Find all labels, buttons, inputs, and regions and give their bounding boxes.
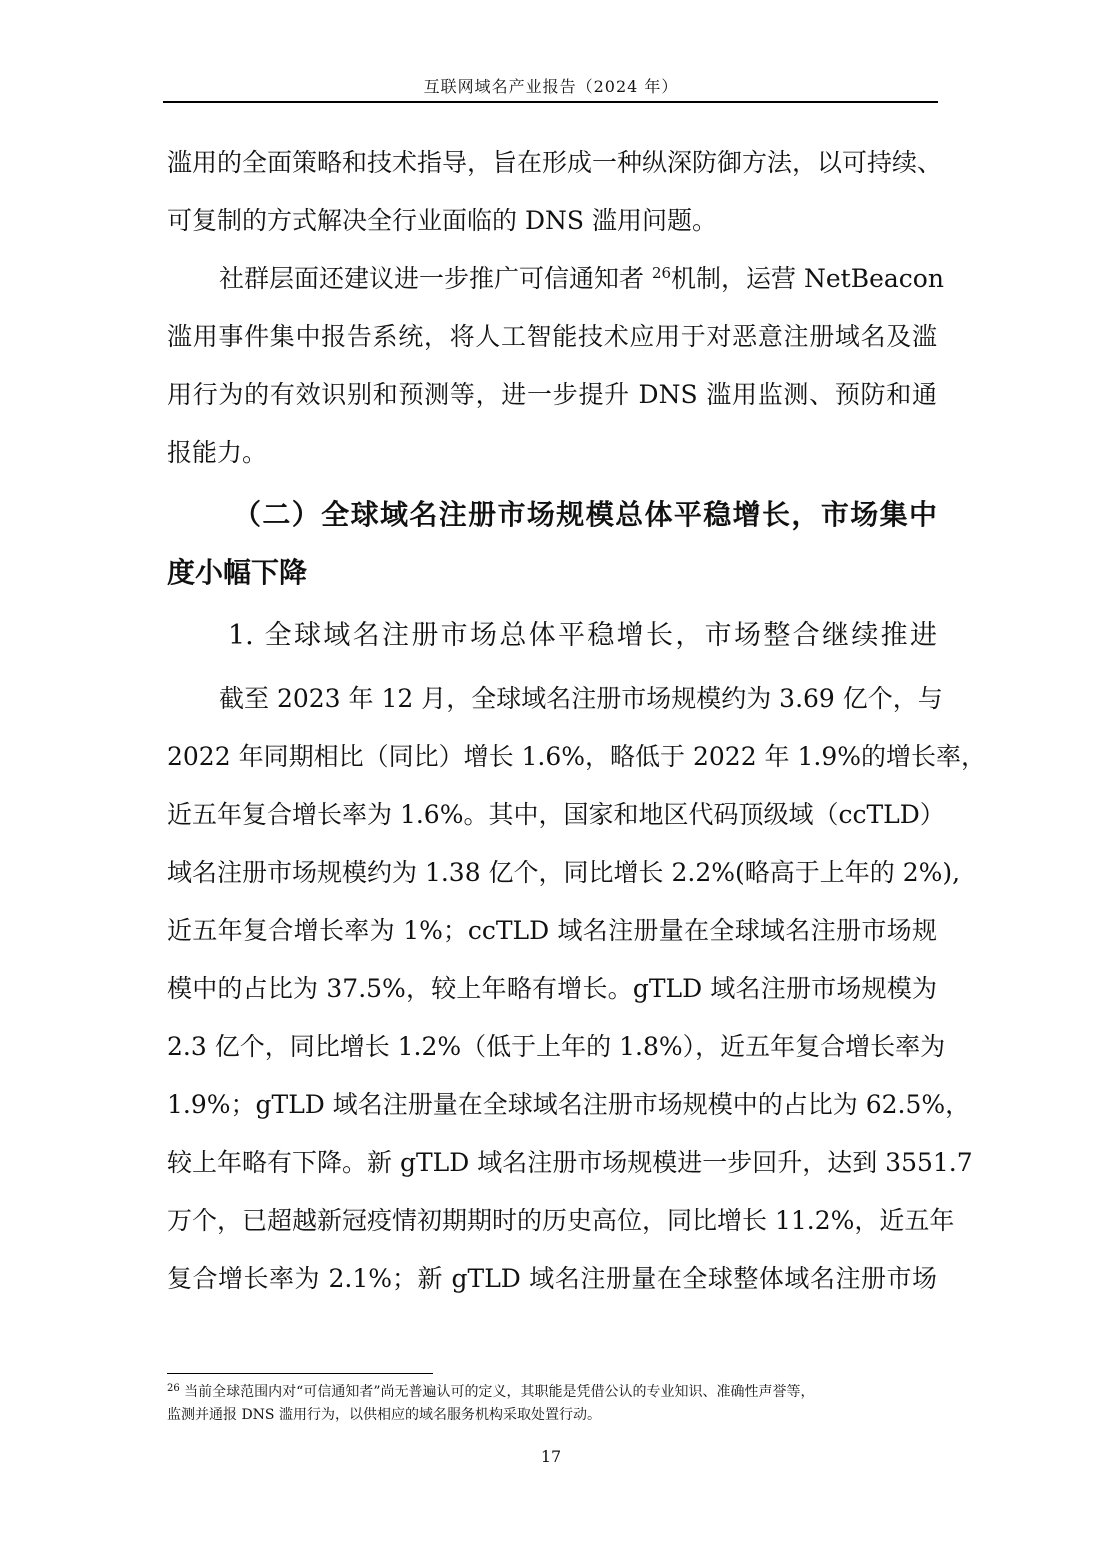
footnote-line [167, 1383, 937, 1401]
body-line: 模中的占比为 37.5%，较上年略有增长。gTLD 域名注册市场规模为 [167, 974, 937, 1003]
body-line: 域名注册市场规模约为 1.38 亿个，同比增长 2.2%(略高于上年的 2%), [167, 858, 961, 887]
body-line: 2.3 亿个，同比增长 1.2%（低于上年的 1.8%），近五年复合增长率为 [167, 1032, 946, 1061]
body-line [219, 264, 944, 294]
body-line: 复合增长率为 2.1%；新 gTLD 域名注册量在全球整体域名注册市场 [167, 1264, 937, 1293]
body-line: 2022 年同期相比（同比）增长 1.6%，略低于 2022 年 1.9%的增长率， [167, 742, 987, 771]
body-line: 近五年复合增长率为 1%；ccTLD 域名注册量在全球域名注册市场规 [167, 916, 937, 945]
footnote-mark: 26 [167, 1383, 180, 1394]
section-heading-cont: 度小幅下降 [167, 556, 308, 589]
body-line: 截至 2023 年 12 月，全球域名注册市场规模约为 3.69 亿个，与 [219, 684, 943, 713]
body-line: 1.9%；gTLD 域名注册量在全球域名注册市场规模中的占比为 62.5%， [167, 1090, 971, 1119]
body-line: 万个，已超越新冠疫情初期期时的历史高位，同比增长 11.2%，近五年 [167, 1206, 955, 1235]
running-header: 互联网域名产业报告（2024 年） [423, 77, 679, 96]
body-line: 报能力。 [167, 438, 268, 467]
page-number: 17 [540, 1447, 562, 1466]
footnote-divider [167, 1373, 433, 1374]
body-text: 社群层面还建议进一步推广可信通知者 [219, 264, 652, 293]
body-line: 近五年复合增长率为 1.6%。其中，国家和地区代码顶级域（ccTLD） [167, 800, 945, 829]
body-line: 较上年略有下降。新 gTLD 域名注册市场规模进一步回升，达到 3551.7 [167, 1148, 973, 1177]
footnote-line: 监测并通报 DNS 滥用行为，以供相应的域名服务机构采取处置行动。 [167, 1407, 601, 1423]
body-text: 机制，运营 NetBeacon [671, 264, 944, 293]
footnote-ref: 26 [651, 264, 672, 282]
body-line: 滥用事件集中报告系统，将人工智能技术应用于对恶意注册域名及滥 [167, 322, 937, 351]
body-line: 滥用的全面策略和技术指导，旨在形成一种纵深防御方法，以可持续、 [167, 148, 943, 177]
section-heading: （二）全球域名注册市场规模总体平稳增长，市场集中 [233, 498, 937, 531]
footnote-text: 当前全球范围内对“可信通知者”尚无普遍认可的定义，其职能是凭借公认的专业知识、准确性声誉等， [179, 1384, 815, 1400]
body-line: 可复制的方式解决全行业面临的 DNS 滥用问题。 [167, 206, 717, 235]
header-divider [163, 101, 938, 103]
subheading: 1. 全球域名注册市场总体平稳增长，市场整合继续推进 [228, 620, 937, 651]
body-line: 用行为的有效识别和预测等，进一步提升 DNS 滥用监测、预防和通 [167, 380, 937, 409]
